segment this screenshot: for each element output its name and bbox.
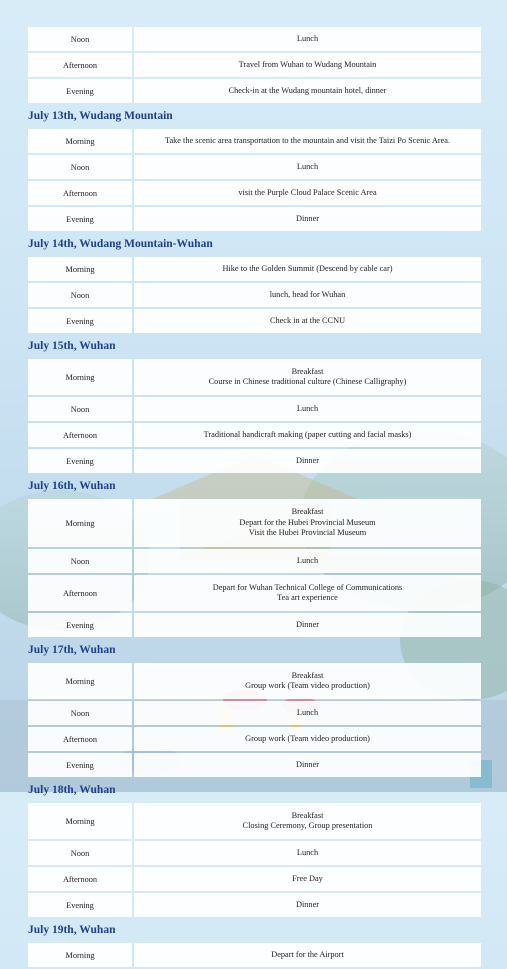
time-slot-cell: Noon bbox=[28, 27, 132, 51]
activity-cell bbox=[134, 129, 481, 153]
activity-line: Course in Chinese traditional culture (Chinese Calligraphy) bbox=[208, 377, 407, 386]
day-header: July 15th, Wuhan bbox=[28, 340, 116, 352]
activity-cell bbox=[134, 449, 481, 473]
activity-line: Breakfast bbox=[291, 810, 324, 820]
activity-cell bbox=[134, 867, 481, 891]
activity-cell bbox=[134, 155, 481, 179]
activity-line: Breakfast bbox=[291, 670, 324, 680]
schedule-row bbox=[28, 129, 481, 153]
activity-cell bbox=[134, 893, 481, 917]
activity-line: Dinner bbox=[295, 213, 320, 223]
time-slot-cell: Afternoon bbox=[28, 575, 132, 611]
activity-cell bbox=[134, 309, 481, 333]
activity-line: visit the Purple Cloud Palace Scenic Area bbox=[238, 187, 377, 197]
activity-cell bbox=[134, 359, 481, 395]
time-slot-cell: Morning bbox=[28, 663, 132, 699]
activity-cell bbox=[134, 423, 481, 447]
activity-cell bbox=[134, 283, 481, 307]
activity-line: Lunch bbox=[296, 707, 319, 717]
itinerary-schedule bbox=[28, 27, 481, 969]
time-slot-cell: Morning bbox=[28, 499, 132, 547]
activity-line: Check in at the CCNU bbox=[269, 315, 346, 325]
schedule-row bbox=[28, 27, 481, 51]
schedule-row bbox=[28, 943, 481, 967]
schedule-row bbox=[28, 283, 481, 307]
time-slot-cell: Morning bbox=[28, 803, 132, 839]
activity-cell bbox=[134, 257, 481, 281]
activity-cell bbox=[134, 575, 481, 611]
schedule-row bbox=[28, 803, 481, 839]
schedule-row bbox=[28, 423, 481, 447]
activity-line: Group work (Team video production) bbox=[245, 681, 370, 690]
activity-cell bbox=[134, 27, 481, 51]
time-slot-cell: Afternoon bbox=[28, 727, 132, 751]
activity-line: Travel from Wuhan to Wudang Mountain bbox=[238, 59, 377, 69]
time-slot-cell: Noon bbox=[28, 841, 132, 865]
activity-cell bbox=[134, 613, 481, 637]
time-slot-cell: Evening bbox=[28, 207, 132, 231]
schedule-row bbox=[28, 701, 481, 725]
activity-cell bbox=[134, 727, 481, 751]
schedule-row bbox=[28, 257, 481, 281]
activity-line: Lunch bbox=[296, 33, 319, 43]
activity-cell bbox=[134, 207, 481, 231]
schedule-row bbox=[28, 575, 481, 611]
schedule-row bbox=[28, 181, 481, 205]
schedule-row bbox=[28, 207, 481, 231]
time-slot-cell: Afternoon bbox=[28, 867, 132, 891]
schedule-row bbox=[28, 727, 481, 751]
activity-cell bbox=[134, 181, 481, 205]
day-header: July 19th, Wuhan bbox=[28, 924, 116, 936]
time-slot-cell: Evening bbox=[28, 753, 132, 777]
time-slot-cell: Evening bbox=[28, 449, 132, 473]
activity-cell bbox=[134, 499, 481, 547]
day-header: July 18th, Wuhan bbox=[28, 784, 116, 796]
activity-cell bbox=[134, 663, 481, 699]
schedule-row bbox=[28, 753, 481, 777]
activity-line: Visit the Hubei Provincial Museum bbox=[248, 528, 367, 538]
time-slot-cell: Morning bbox=[28, 943, 132, 967]
schedule-row bbox=[28, 663, 481, 699]
activity-line: Lunch bbox=[296, 555, 319, 565]
activity-line: Breakfast bbox=[291, 507, 324, 517]
time-slot-cell: Noon bbox=[28, 549, 132, 573]
activity-cell bbox=[134, 753, 481, 777]
activity-cell bbox=[134, 549, 481, 573]
activity-cell bbox=[134, 701, 481, 725]
activity-line: Dinner bbox=[295, 759, 320, 769]
time-slot-cell: Morning bbox=[28, 359, 132, 395]
schedule-row bbox=[28, 549, 481, 573]
activity-line: Closing Ceremony, Group presentation bbox=[242, 821, 373, 830]
activity-line: Lunch bbox=[296, 403, 319, 413]
activity-cell bbox=[134, 943, 481, 967]
activity-line: Depart for Wuhan Technical College of Communications bbox=[212, 582, 403, 592]
time-slot-cell: Evening bbox=[28, 613, 132, 637]
schedule-row bbox=[28, 867, 481, 891]
activity-cell bbox=[134, 79, 481, 103]
activity-cell bbox=[134, 53, 481, 77]
time-slot-cell: Morning bbox=[28, 129, 132, 153]
time-slot-cell: Noon bbox=[28, 397, 132, 421]
time-slot-cell: Noon bbox=[28, 701, 132, 725]
activity-line: Free Day bbox=[292, 873, 323, 883]
day-header: July 17th, Wuhan bbox=[28, 644, 116, 656]
schedule-row bbox=[28, 449, 481, 473]
activity-line: Check-in at the Wudang mountain hotel, dinner bbox=[228, 85, 387, 95]
activity-line: Dinner bbox=[295, 899, 320, 909]
schedule-row bbox=[28, 79, 481, 103]
schedule-row bbox=[28, 893, 481, 917]
activity-line: Lunch bbox=[296, 847, 319, 857]
activity-line: Depart for the Airport bbox=[271, 949, 344, 959]
activity-line: Hike to the Golden Summit (Descend by cable car) bbox=[222, 263, 393, 273]
day-header: July 13th, Wudang Mountain bbox=[28, 110, 173, 122]
activity-line: Group work (Team video production) bbox=[245, 733, 370, 743]
activity-cell bbox=[134, 397, 481, 421]
time-slot-cell: Afternoon bbox=[28, 423, 132, 447]
activity-line: Depart for the Hubei Provincial Museum bbox=[239, 517, 376, 527]
time-slot-cell: Evening bbox=[28, 893, 132, 917]
activity-line: Dinner bbox=[295, 619, 320, 629]
activity-line: lunch, head for Wuhan bbox=[269, 289, 346, 299]
activity-line: Breakfast bbox=[291, 366, 324, 376]
schedule-row bbox=[28, 309, 481, 333]
activity-cell bbox=[134, 841, 481, 865]
day-header: July 16th, Wuhan bbox=[28, 480, 116, 492]
activity-line: Dinner bbox=[295, 455, 320, 465]
activity-cell bbox=[134, 803, 481, 839]
time-slot-cell: Afternoon bbox=[28, 181, 132, 205]
schedule-row bbox=[28, 397, 481, 421]
schedule-row bbox=[28, 53, 481, 77]
activity-line: Traditional handicraft making (paper cutting and facial masks) bbox=[203, 429, 412, 439]
schedule-row bbox=[28, 155, 481, 179]
activity-line: Take the scenic area transportation to the mountain and visit the Taizi Po Scenic Area. bbox=[164, 135, 451, 145]
schedule-row bbox=[28, 613, 481, 637]
activity-line: Lunch bbox=[296, 161, 319, 171]
activity-line: Tea art experience bbox=[277, 593, 338, 602]
schedule-row bbox=[28, 359, 481, 395]
time-slot-cell: Evening bbox=[28, 79, 132, 103]
day-header: July 14th, Wudang Mountain-Wuhan bbox=[28, 238, 213, 250]
schedule-row bbox=[28, 841, 481, 865]
schedule-row bbox=[28, 499, 481, 547]
time-slot-cell: Afternoon bbox=[28, 53, 132, 77]
time-slot-cell: Noon bbox=[28, 155, 132, 179]
time-slot-cell: Morning bbox=[28, 257, 132, 281]
time-slot-cell: Noon bbox=[28, 283, 132, 307]
time-slot-cell: Evening bbox=[28, 309, 132, 333]
